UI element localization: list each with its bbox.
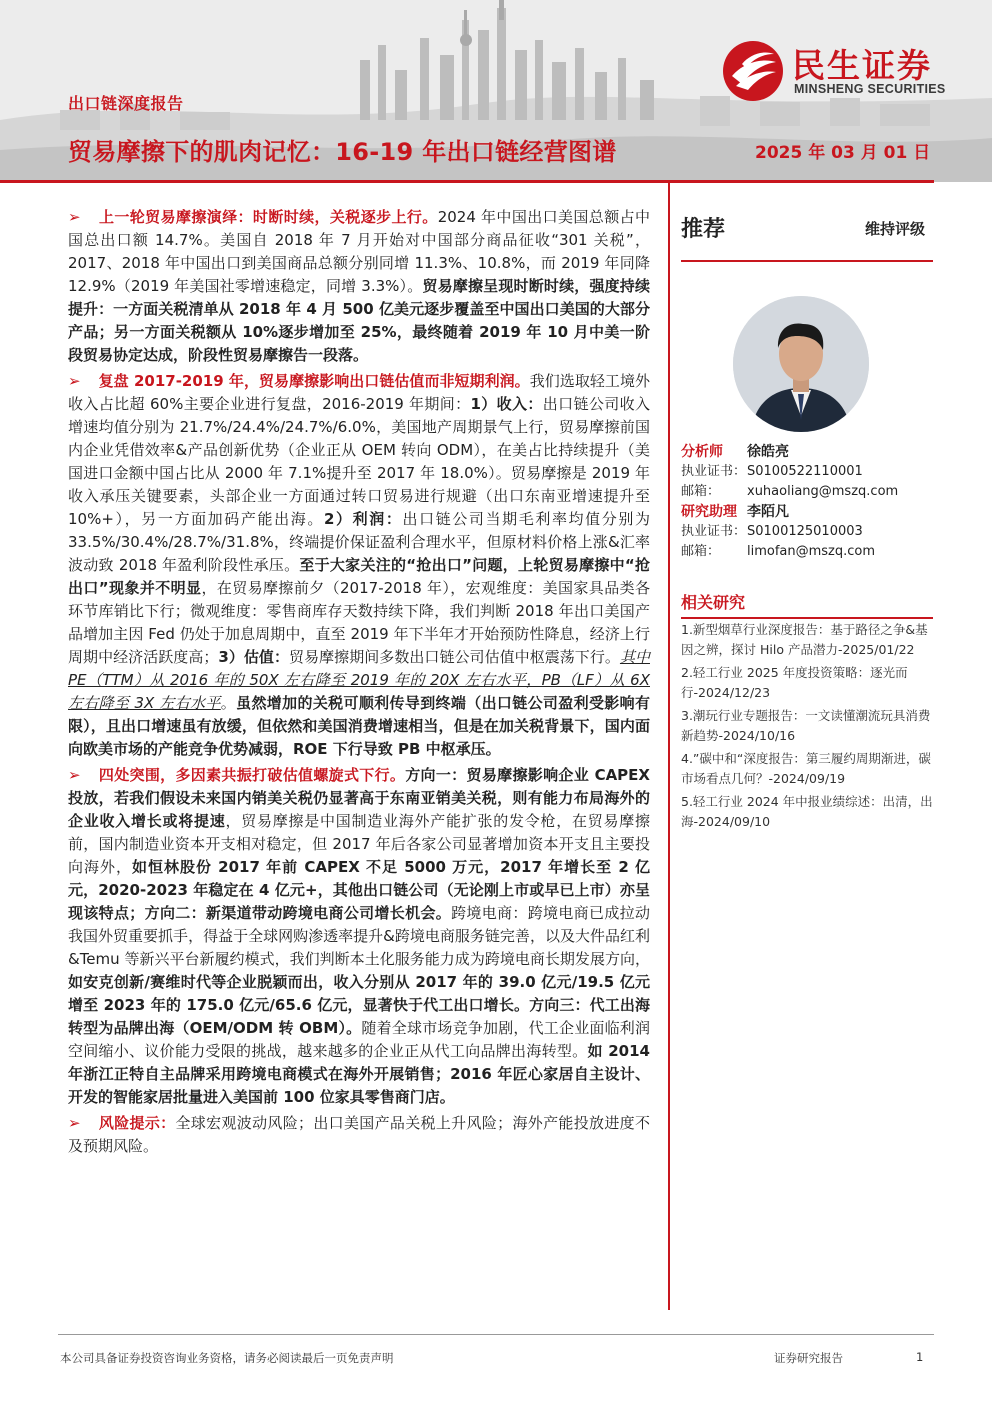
report-date: 2025 年 03 月 01 日 <box>755 143 931 163</box>
related-item[interactable]: 5.轻工行业 2024 年中报业绩综述：出清，出海-2024/09/10 <box>681 794 933 829</box>
page-number: 1 <box>916 1350 924 1364</box>
column-divider <box>668 183 670 1310</box>
bullet-arrow-icon: ➢ <box>68 372 81 390</box>
analyst-2-cert-row: 执业证书： S0100125010003 <box>681 524 863 539</box>
analyst-photo <box>733 296 869 432</box>
summary-paragraph-3: ➢ 四处突围，多因素共振打破估值螺旋式下行。方向一：贸易摩擦影响企业 CAPEX 投放，若我们假设未来国内销美关税仍显著高于东南亚销美关税，则有能力布局海外的企业收入增长或将提速，贸易摩擦是中国制造业海外产能扩张的发令枪，在贸易摩擦前，国内制造业资本开支相对稳定，但 2017 年后各家公司显著增加资本开支且主要投向海外，如恒林股份 2017 年前 CAPEX 不足 5000 万元，2017 年增长至 2 亿元，2020-2023 年稳定在 4 亿元+，其他出口链公司（无论刚上市或早已上市）亦呈现该特点；方向二：新渠道带动跨境电商公司增长机会。跨境电商：跨境电商已成拉动我国外贸重要抓手，得益于全球网购渗透率提升&跨境电商服务链完善，以及大件品红利&Temu 等新兴平台新履约模式，我们判断本土化服务能力成为跨境电商长期发展方向，如安克创新/赛维时代等企业脱颖而出，收入分别从 2017 年的 39.0 亿元/19.5 亿元增至 2023 年的 175.0 亿元/65.6 亿元，显著快于代工出口增长。方向三：代工出海转型为品牌出海（OEM/ODM 转 OBM）。随着全球市场竞争加剧，代工企业面临利润空间缩小、议价能力受限的挑战，越来越多的企业正从代工向品牌出海转型。如 2014 年浙江正特自主品牌采用跨境电商模式在海外开展销售；2016 年匠心家居自主设计、开发的智能家居批量进入美国前 100 位家具零售商门店。 <box>68 766 650 1106</box>
header-divider <box>0 180 934 183</box>
footer-disclaimer: 本公司具备证券投资咨询业务资格，请务必阅读最后一页免责声明 <box>60 1351 394 1365</box>
rating-box <box>681 206 933 262</box>
main-summary <box>68 206 650 1161</box>
bullet-arrow-icon: ➢ <box>68 1114 81 1132</box>
related-item[interactable]: 2.轻工行业 2025 年度投资策略：逐光而行-2024/12/23 <box>681 665 908 700</box>
report-title: 贸易摩擦下的肌肉记忆：16-19 年出口链经营图谱 <box>68 138 617 166</box>
header-banner <box>0 0 992 182</box>
summary-paragraph-1: ➢ 上一轮贸易摩擦演绎：时断时续，关税逐步上行。2024 年中国出口美国总额占中国总出口额 14.7%。美国自 2018 年 7 月开始对中国部分商品征收“301 关税”，2017、2018 年中国出口到美国商品总额分别同增 11.3%、10.8%，而 2019 年同降 12.9%（2019 年美国社零增速稳定，同增 3.3%）。贸易摩擦呈现时断时续，强度持续提升：一方面关税清单从 2018 年 4 月 500 亿美元逐步覆盖至中国出口美国的大部分产品；另一方面关税额从 10%逐步增加至 25%，最终随着 2019 年 10 月中美一阶段贸易协定达成，阶段性贸易摩擦告一段落。 <box>68 208 650 364</box>
related-item[interactable]: 3.潮玩行业专题报告：一文读懂潮流玩具消费新趋势-2024/10/16 <box>681 708 931 743</box>
summary-paragraph-2: ➢ 复盘 2017-2019 年，贸易摩擦影响出口链估值而非短期利润。我们选取轻工境外收入占比超 60%主要企业进行复盘，2016-2019 年期间：1）收入：出口链公司收入增速均值分别为 21.7%/24.4%/24.7%/6.0%，美国地产周期景气上行，贸易摩擦前国内企业凭借效率&产品创新优势（企业正从 OEM 转向 ODM），在美占比持续提升（美国进口金额中国占比从 2000 年 7.1%提升至 2017 年 18.0%）。贸易摩擦是 2019 年收入承压关键要素，头部企业一方面通过转口贸易进行规避（出口东南亚增速提升至 10%+），另一方面加码产能出海。2）利润：出口链公司当期毛利率均值分别为 33.5%/30.4%/28.7%/31.8%，终端提价保证盈利合理水平，但原材料价格上涨&汇率波动致 2018 年盈利阶段性承压。至于大家关注的“抢出口”问题，上轮贸易摩擦中“抢出口”现象并不明显，在贸易摩擦前夕（2017-2018 年），宏观维度：美国家具品类各环节库销比下行；微观维度：零售商库存天数持续下降，我们判断 2018 年出口美国产品增加主因 Fed 仍处于加息周期中，直至 2019 年下半年才开始预防性降息，经济上行周期中经济活跃度高；3）估值：贸易摩擦期间多数出口链公司估值中枢震荡下行。其中 PE（TTM）从 2016 年的 50X 左右降至 2019 年的 20X 左右水平，PB（LF）从 6X 左右降至 3X 左右水平。虽然增加的关税可顺利传导到终端（出口链公司盈利受影响有限），且出口增速虽有放缓，但依然和美国消费增速相当，但是在加关税背景下，国内面向欧美市场的产能竞争优势减弱，ROE 下行导致 PB 中枢承压。 <box>68 372 651 758</box>
related-research-list <box>681 620 933 835</box>
bullet-arrow-icon: ➢ <box>68 208 81 226</box>
logo-chinese-name: 民生证券 <box>792 46 932 85</box>
footer-divider <box>58 1334 934 1335</box>
rating-value: 推荐 <box>681 217 726 242</box>
analyst-portrait-icon <box>733 296 869 432</box>
analyst-info <box>681 442 933 562</box>
sidebar <box>681 206 933 829</box>
analyst-1-name-row: 分析师 徐皓亮 <box>681 444 789 460</box>
analyst-2-email[interactable]: limofan@mszq.com <box>747 544 876 559</box>
analyst-1-email-row: 邮箱： xuhaoliang@mszq.com <box>681 482 933 502</box>
bullet-arrow-icon: ➢ <box>68 766 81 784</box>
analyst-2-name-row: 研究助理 李陌凡 <box>681 504 789 520</box>
analyst-1-email[interactable]: xuhaoliang@mszq.com <box>747 484 899 499</box>
related-item[interactable]: 1.新型烟草行业深度报告：基于路径之争&基因之辨，探讨 Hilo 产品潜力-2025/01/22 <box>681 622 928 657</box>
minsheng-logo-icon <box>722 40 784 102</box>
report-type: 出口链深度报告 <box>68 94 184 113</box>
company-logo <box>722 38 967 104</box>
footer-doc-type: 证券研究报告 <box>774 1351 843 1365</box>
related-research-title: 相关研究 <box>681 590 933 619</box>
logo-english-name: MINSHENG SECURITIES <box>794 82 946 96</box>
rating-note: 维持评级 <box>864 220 925 238</box>
related-item[interactable]: 4.”碳中和“深度报告：第三履约周期渐进，碳市场看点几何？-2024/09/19 <box>681 751 931 786</box>
analyst-2-email-row: 邮箱： limofan@mszq.com <box>681 542 933 562</box>
analyst-1-cert-row: 执业证书： S0100522110001 <box>681 464 863 479</box>
summary-paragraph-4: ➢ 风险提示：全球宏观波动风险；出口美国产品关税上升风险；海外产能投放进度不及预期风险。 <box>68 1114 650 1155</box>
